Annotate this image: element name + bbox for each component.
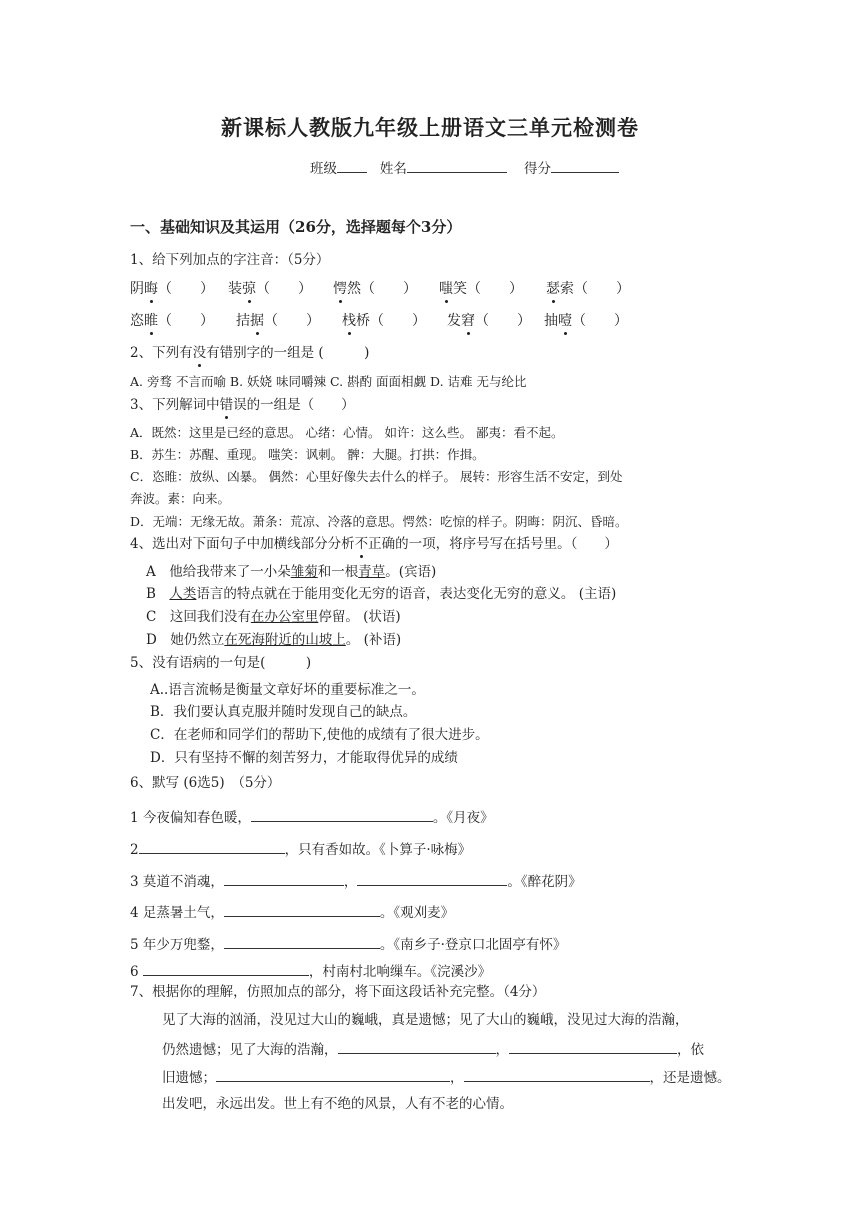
q7-prompt: 7、根据你的理解，仿照加点的部分，将下面这段话补充完整。（4分） xyxy=(130,984,546,1000)
q1-item: 抽噎（ ） xyxy=(544,313,628,329)
answer-blank[interactable] xyxy=(251,807,433,822)
answer-blank[interactable] xyxy=(464,1067,650,1082)
class-blank[interactable] xyxy=(337,158,367,173)
q4-option-a: A 他给我带来了一小朵雏菊和一根青草。(宾语) xyxy=(146,564,437,580)
q1-item: 嗤笑（ ） xyxy=(439,281,523,297)
q1-item: 瑟索（ ） xyxy=(546,281,630,297)
q5-option-c: C．在老师和同学们的帮助下,使他的成绩有了很大进步。 xyxy=(150,727,489,743)
q2-options: A. 旁骛 不言而喻 B. 妖娆 味同嚼辣 C. 斟酌 面面相觑 D. 诘难 无与纶比 xyxy=(130,374,527,389)
q3-prompt: 3、下列解词中错误的一组是（ ） xyxy=(130,397,355,413)
page-title: 新课标人教版九年级上册语文三单元检测卷 xyxy=(221,115,639,140)
q1-row2 xyxy=(130,312,628,330)
q1-item: 发窘（ ） xyxy=(447,313,531,329)
student-info-line xyxy=(310,158,619,178)
q3-option-c-cont: 奔波。素：向来。 xyxy=(130,491,231,506)
q5-prompt: 5、没有语病的一句是( ) xyxy=(130,655,312,671)
q4-option-d: D 她仍然立在死海附近的山坡上。 (补语) xyxy=(146,632,402,648)
answer-blank[interactable] xyxy=(143,961,309,976)
answer-blank[interactable] xyxy=(357,871,507,886)
q6-line-4: 4 足蒸暑土气， 。《观刈麦》 xyxy=(130,902,454,922)
score-label: 得分 xyxy=(524,161,552,177)
q7-passage-line2: 仍然遗憾；见了大海的浩瀚， ， ，依 xyxy=(162,1039,704,1059)
answer-blank[interactable] xyxy=(338,1039,496,1054)
q1-row1 xyxy=(130,280,630,298)
q6-line-3: 3 莫道不消魂， ， 。《醉花阴》 xyxy=(130,871,582,891)
q3-option-d: D．无端：无缘无故。萧条：荒凉、冷落的意思。愕然：吃惊的样子。阴晦：阴沉、昏暗。 xyxy=(130,514,628,529)
answer-blank[interactable] xyxy=(509,1039,677,1054)
class-label: 班级 xyxy=(310,161,337,177)
answer-blank[interactable] xyxy=(224,934,380,949)
q7-passage-line3: 旧遗憾； ， ，还是遗憾。 xyxy=(162,1067,731,1087)
q6-line-6: 6 ，村南村北响缫车。《浣溪沙》 xyxy=(130,961,491,981)
q4-prompt: 4、选出对下面句子中加横线部分分析不正确的一项，将序号写在括号里。（ ） xyxy=(130,536,618,552)
q3-option-a: A．既然：这里是已经的意思。 心绪：心情。 如许：这么些。 鄙夷：看不起。 xyxy=(130,425,564,440)
name-blank[interactable] xyxy=(407,158,507,173)
answer-blank[interactable] xyxy=(224,871,344,886)
answer-blank[interactable] xyxy=(224,902,380,917)
q1-item: 拮据（ ） xyxy=(236,313,320,329)
q5-option-a: A..语言流畅是衡量文章好坏的重要标准之一。 xyxy=(150,682,425,698)
q6-prompt: 6、默写 (6选5) （5分） xyxy=(130,775,281,791)
score-blank[interactable] xyxy=(551,158,619,173)
answer-blank[interactable] xyxy=(139,839,285,854)
q5-option-b: B．我们要认真克服并随时发现自己的缺点。 xyxy=(150,704,417,720)
section-heading: 一、基础知识及其运用（26分，选择题每个3分） xyxy=(130,218,462,236)
q7-passage-line1: 见了大海的汹涌，没见过大山的巍峨，真是遗憾；见了大山的巍峨，没见过大海的浩瀚， xyxy=(162,1012,689,1028)
q2-prompt: 2、下列有没有错别字的一组是 ( ) xyxy=(130,345,370,361)
q4-option-b: B 人类语言的特点就在于能用变化无穷的语音，表达变化无穷的意义。 (主语) xyxy=(146,586,617,602)
q3-option-c: C．恣睢：放纵、凶暴。 偶然：心里好像失去什么的样子。 展转：形容生活不安定，到处 xyxy=(130,469,623,484)
name-label: 姓名 xyxy=(379,161,407,177)
q1-item: 恣睢（ ） xyxy=(130,313,214,329)
q1-item: 愕然（ ） xyxy=(333,281,417,297)
q1-item: 阴晦（ ） xyxy=(130,281,214,297)
q7-passage-line4: 出发吧，永远出发。世上有不绝的风景，人有不老的心情。 xyxy=(162,1096,513,1112)
q1-item: 栈桥（ ） xyxy=(342,313,426,329)
answer-blank[interactable] xyxy=(216,1067,450,1082)
q4-option-c: C 这回我们没有在办公室里停留。 (状语) xyxy=(146,609,401,625)
q1-item: 装弶（ ） xyxy=(228,281,312,297)
q6-line-5: 5 年少万兜鍪， 。《南乡子·登京口北固亭有怀》 xyxy=(130,934,566,954)
q1-prompt: 1、给下列加点的字注音：（5分） xyxy=(130,252,330,268)
q6-line-1: 1 今夜偏知春色暖， 。《月夜》 xyxy=(130,807,494,827)
q6-line-2: 2 ，只有香如故。《卜算子·咏梅》 xyxy=(130,839,471,859)
q3-option-b: B．苏生：苏醒、重现。 嗤笑：讽刺。 髀：大腿。打拱：作揖。 xyxy=(130,447,485,462)
q5-option-d: D．只有坚持不懈的刻苦努力，才能取得优异的成绩 xyxy=(150,750,458,766)
